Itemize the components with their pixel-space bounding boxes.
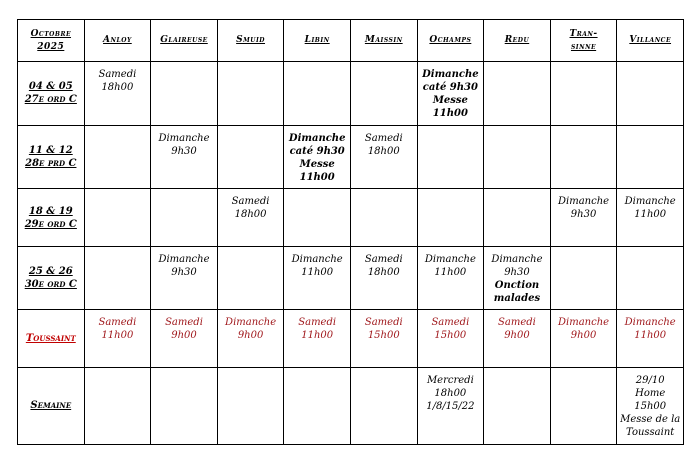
schedule-cell (550, 367, 617, 444)
cell-line: 11h00 (634, 330, 667, 342)
cell-line: 18h00 (234, 209, 267, 221)
cell-line: 18h00 (367, 145, 400, 157)
schedule-row (18, 125, 684, 189)
schedule-cell (217, 246, 284, 310)
schedule-cell (417, 367, 484, 444)
cell-line: Messe (299, 158, 335, 170)
corner-year: 2025 (37, 41, 65, 52)
schedule-cell (617, 310, 684, 367)
col-header-smuid (217, 20, 284, 62)
col-header-libin (284, 20, 351, 62)
schedule-cell (484, 367, 551, 444)
schedule-cell (84, 246, 151, 310)
schedule-cell (417, 310, 484, 367)
schedule-cell (417, 62, 484, 126)
cell-line: Messe de la (620, 413, 681, 425)
cell-line: Dimanche (158, 132, 210, 144)
mass-schedule-table (17, 19, 684, 445)
schedule-row (18, 367, 684, 444)
cell-line: Dimanche (288, 132, 346, 144)
schedule-cell (550, 246, 617, 310)
col-label: Anloy (103, 35, 132, 45)
schedule-cell (484, 189, 551, 246)
cell-line: caté 9h30 (422, 82, 478, 93)
cell-line: 9h00 (237, 330, 264, 342)
cell-line: Samedi (498, 317, 536, 329)
schedule-cell (151, 367, 218, 444)
cell-line: Dimanche (225, 317, 277, 329)
cell-line: 11h00 (101, 330, 134, 342)
cell-line: Samedi (364, 317, 403, 329)
cell-line: Samedi (364, 132, 403, 144)
col-header-ochamps (417, 20, 484, 62)
schedule-cell (350, 246, 417, 310)
cell-line: 11h00 (634, 209, 667, 221)
cell-line: 11h00 (301, 330, 334, 342)
cell-line: Dimanche (158, 253, 210, 265)
schedule-cell (350, 310, 417, 367)
col-label: Maissin (364, 35, 403, 45)
schedule-cell (84, 125, 151, 189)
schedule-cell (484, 310, 551, 367)
schedule-cell (217, 62, 284, 126)
cell-line: 9h30 (171, 266, 197, 278)
corner-month: Octobre (30, 28, 72, 39)
schedule-cell (417, 246, 484, 310)
cell-line: 9h30 (504, 266, 530, 278)
row-header (18, 367, 85, 444)
schedule-cell (350, 367, 417, 444)
row-date: 04 & 05 (28, 81, 73, 93)
cell-line: Dimanche (624, 317, 676, 329)
col-header-redu (484, 20, 551, 62)
schedule-cell (350, 62, 417, 126)
schedule-cell (550, 310, 617, 367)
col-label: Smuid (236, 35, 266, 45)
schedule-row (18, 310, 684, 367)
cell-line: Toussaint (626, 426, 675, 438)
schedule-cell (417, 189, 484, 246)
col-label: Ochamps (429, 35, 472, 45)
row-liturgy: 27e ord C (24, 94, 77, 106)
col-label: Glaireuse (160, 35, 208, 45)
cell-line: 15h00 (434, 330, 467, 342)
row-date: 25 & 26 (28, 266, 73, 278)
row-header (18, 189, 85, 246)
schedule-cell (217, 125, 284, 189)
cell-line: 9h00 (504, 330, 530, 342)
cell-line: 18h00 (367, 266, 400, 278)
col-header-anloy (84, 20, 151, 62)
cell-line: 11h00 (432, 108, 468, 119)
cell-line: Dimanche (624, 196, 676, 208)
col-label: Villance (629, 35, 672, 45)
corner-header (18, 20, 85, 62)
schedule-row (18, 62, 684, 126)
col-header-maissin (350, 20, 417, 62)
cell-line: Samedi (165, 317, 203, 329)
schedule-cell (151, 246, 218, 310)
cell-line: Dimanche (422, 69, 479, 80)
col-header-transinne (550, 20, 617, 62)
schedule-cell (284, 246, 351, 310)
cell-line: Dimanche (558, 196, 610, 208)
schedule-cell (550, 125, 617, 189)
schedule-cell (617, 246, 684, 310)
cell-line: 15h00 (367, 330, 400, 342)
schedule-cell (284, 367, 351, 444)
cell-line: 29/10 (635, 374, 665, 386)
cell-line: Dimanche (291, 253, 343, 265)
cell-line: 9h00 (171, 330, 197, 342)
schedule-cell (217, 189, 284, 246)
cell-line: malades (493, 292, 541, 304)
cell-line: 15h00 (634, 400, 667, 412)
schedule-cell (350, 189, 417, 246)
schedule-cell (151, 62, 218, 126)
schedule-cell (484, 62, 551, 126)
schedule-cell (550, 189, 617, 246)
schedule-cell (284, 189, 351, 246)
row-header (18, 62, 85, 126)
schedule-cell (550, 62, 617, 126)
row-header (18, 310, 85, 367)
col-label: Libin (304, 35, 330, 45)
cell-line: Mercredi (426, 374, 474, 386)
schedule-cell (84, 189, 151, 246)
cell-line: Samedi (98, 317, 137, 329)
schedule-cell (284, 310, 351, 367)
schedule-cell (84, 62, 151, 126)
cell-line: Messe (432, 95, 468, 106)
schedule-cell (350, 125, 417, 189)
cell-line: Dimanche (558, 317, 610, 329)
col-label: Redu (504, 35, 530, 45)
cell-line: caté 9h30 (289, 145, 345, 157)
cell-line: Samedi (364, 253, 403, 265)
row-date: 18 & 19 (28, 205, 73, 217)
schedule-cell (284, 62, 351, 126)
cell-line: Dimanche (491, 253, 543, 265)
cell-line: Dimanche (424, 253, 476, 265)
cell-line: 11h00 (301, 266, 334, 278)
schedule-cell (217, 310, 284, 367)
cell-line: Home (635, 387, 666, 399)
schedule-cell (617, 367, 684, 444)
cell-line: 18h00 (434, 387, 467, 399)
schedule-row (18, 246, 684, 310)
row-date: Toussaint (25, 333, 76, 345)
cell-line: 11h00 (299, 171, 335, 183)
row-date: 11 & 12 (28, 144, 73, 156)
schedule-cell (617, 125, 684, 189)
row-liturgy: 30e ord C (24, 279, 77, 291)
cell-line: 11h00 (434, 266, 467, 278)
col-header-villance (617, 20, 684, 62)
row-liturgy: 28e prd C (25, 157, 77, 169)
schedule-cell (284, 125, 351, 189)
schedule-cell (151, 310, 218, 367)
cell-line: 18h00 (101, 82, 134, 93)
schedule-cell (617, 189, 684, 246)
col-label-cont: sinne (570, 41, 597, 52)
schedule-row (18, 189, 684, 246)
cell-line: Onction (494, 279, 540, 291)
cell-line: Samedi (431, 317, 470, 329)
schedule-cell (84, 367, 151, 444)
schedule-cell (151, 189, 218, 246)
schedule-cell (84, 310, 151, 367)
row-header (18, 246, 85, 310)
cell-line: Samedi (231, 196, 270, 208)
schedule-cell (151, 125, 218, 189)
cell-line: 9h30 (171, 145, 197, 157)
cell-line: 1/8/15/22 (426, 400, 475, 412)
col-header-glaireuse (151, 20, 218, 62)
cell-line: Samedi (98, 69, 137, 80)
schedule-cell (484, 246, 551, 310)
col-label: Tran- (569, 28, 598, 39)
row-header (18, 125, 85, 189)
schedule-cell (417, 125, 484, 189)
schedule-cell (217, 367, 284, 444)
schedule-cell (617, 62, 684, 126)
cell-line: 9h30 (570, 209, 597, 221)
cell-line: 9h00 (570, 330, 597, 342)
header-row (18, 20, 684, 62)
schedule-cell (484, 125, 551, 189)
row-date: Semaine (30, 400, 72, 412)
cell-line: Samedi (298, 317, 337, 329)
row-liturgy: 29e ord C (24, 218, 77, 230)
